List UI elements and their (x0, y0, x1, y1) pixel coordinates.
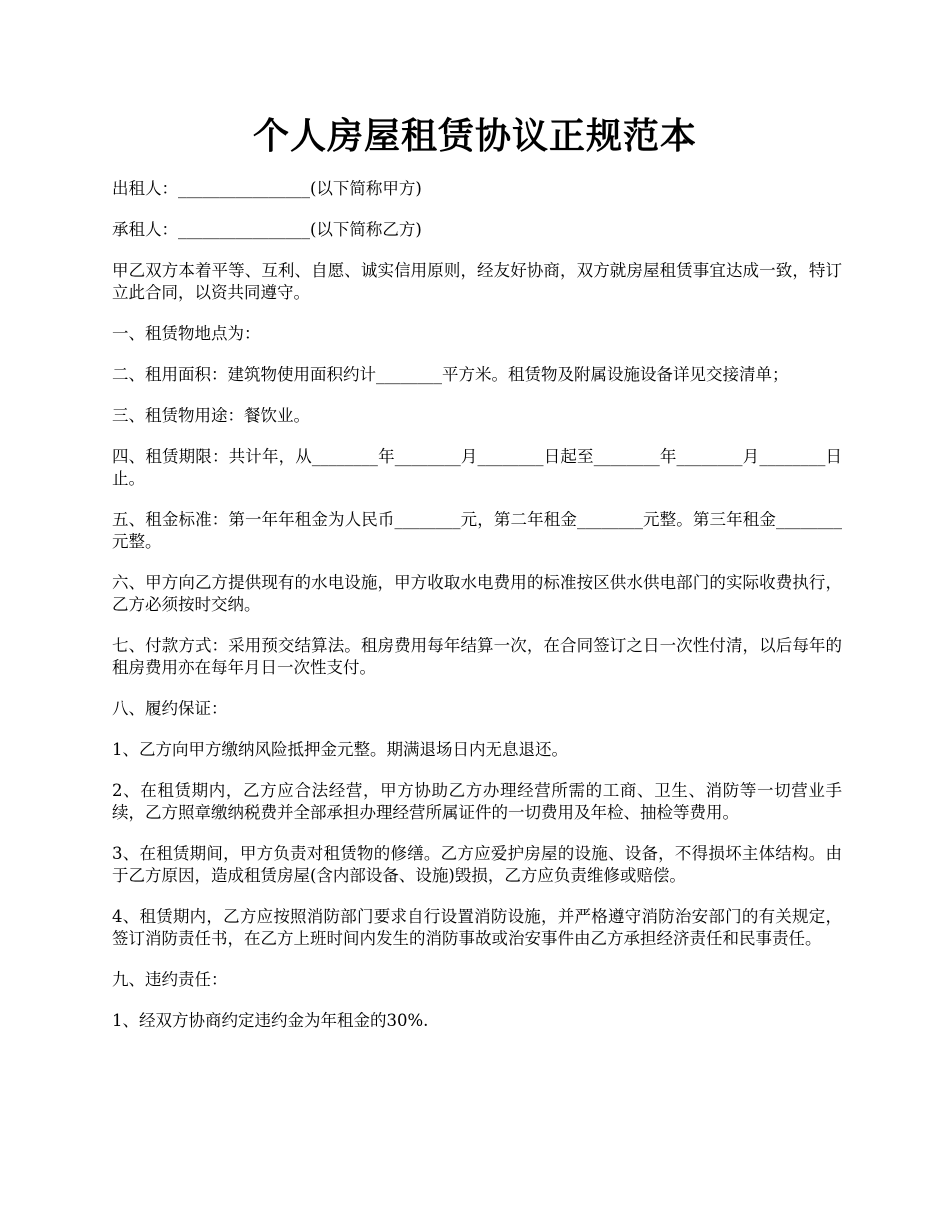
paragraph-clause-8-2: 2、在租赁期内，乙方应合法经营，甲方协助乙方办理经营所需的工商、卫生、消防等一切营业手续，乙方照章缴纳税费并全部承担办理经营所属证件的一切费用及年检、抽检等费用。 (112, 781, 842, 822)
paragraph-clause-3: 三、租赁物用途：餐饮业。 (112, 406, 310, 425)
paragraph-lessee: 承租人：________________(以下简称乙方) (112, 220, 422, 239)
paragraph-clause-5: 五、租金标准：第一年年租金为人民币________元，第二年租金________元整。第三年租金________元整。 (112, 510, 842, 551)
paragraph-lessor: 出租人：________________(以下简称甲方) (112, 179, 422, 198)
paragraph-clause-8-1: 1、乙方向甲方缴纳风险抵押金元整。期满退场日内无息退还。 (112, 740, 568, 759)
paragraph-clause-9-1: 1、经双方协商约定违约金为年租金的30%. (112, 1011, 429, 1030)
document-title: 个人房屋租赁协议正规范本 (252, 115, 697, 157)
paragraph-preamble: 甲乙双方本着平等、互利、自愿、诚实信用原则，经友好协商，双方就房屋租赁事宜达成一致，特订立此合同，以资共同遵守。 (112, 261, 842, 302)
paragraph-clause-6: 六、甲方向乙方提供现有的水电设施，甲方收取水电费用的标准按区供水供电部门的实际收费执行，乙方必须按时交纳。 (112, 573, 842, 614)
paragraph-clause-2: 二、租用面积：建筑物使用面积约计________平方米。租赁物及附属设施设备详见交接清单； (112, 365, 789, 384)
paragraph-clause-8-3: 3、在租赁期间，甲方负责对租赁物的修缮。乙方应爱护房屋的设施、设备，不得损坏主体结构。由于乙方原因，造成租赁房屋(含内部设备、设施)毁损，乙方应负责维修或赔偿。 (112, 844, 842, 885)
paragraph-clause-4: 四、租赁期限：共计年，从________年________月________日起至________年________月________日止。 (112, 447, 842, 488)
paragraph-clause-9: 九、违约责任： (112, 970, 228, 989)
paragraph-clause-8-4: 4、租赁期内，乙方应按照消防部门要求自行设置消防设施，并严格遵守消防治安部门的有关规定，签订消防责任书，在乙方上班时间内发生的消防事故或治安事件由乙方承担经济责任和民事责任。 (112, 907, 842, 948)
paragraph-clause-7: 七、付款方式：采用预交结算法。租房费用每年结算一次，在合同签订之日一次性付清，以后每年的租房费用亦在每年月日一次性支付。 (112, 636, 842, 677)
paragraph-clause-1: 一、租赁物地点为： (112, 324, 261, 343)
paragraph-clause-8: 八、履约保证： (112, 699, 228, 718)
document-body (112, 178, 842, 1051)
